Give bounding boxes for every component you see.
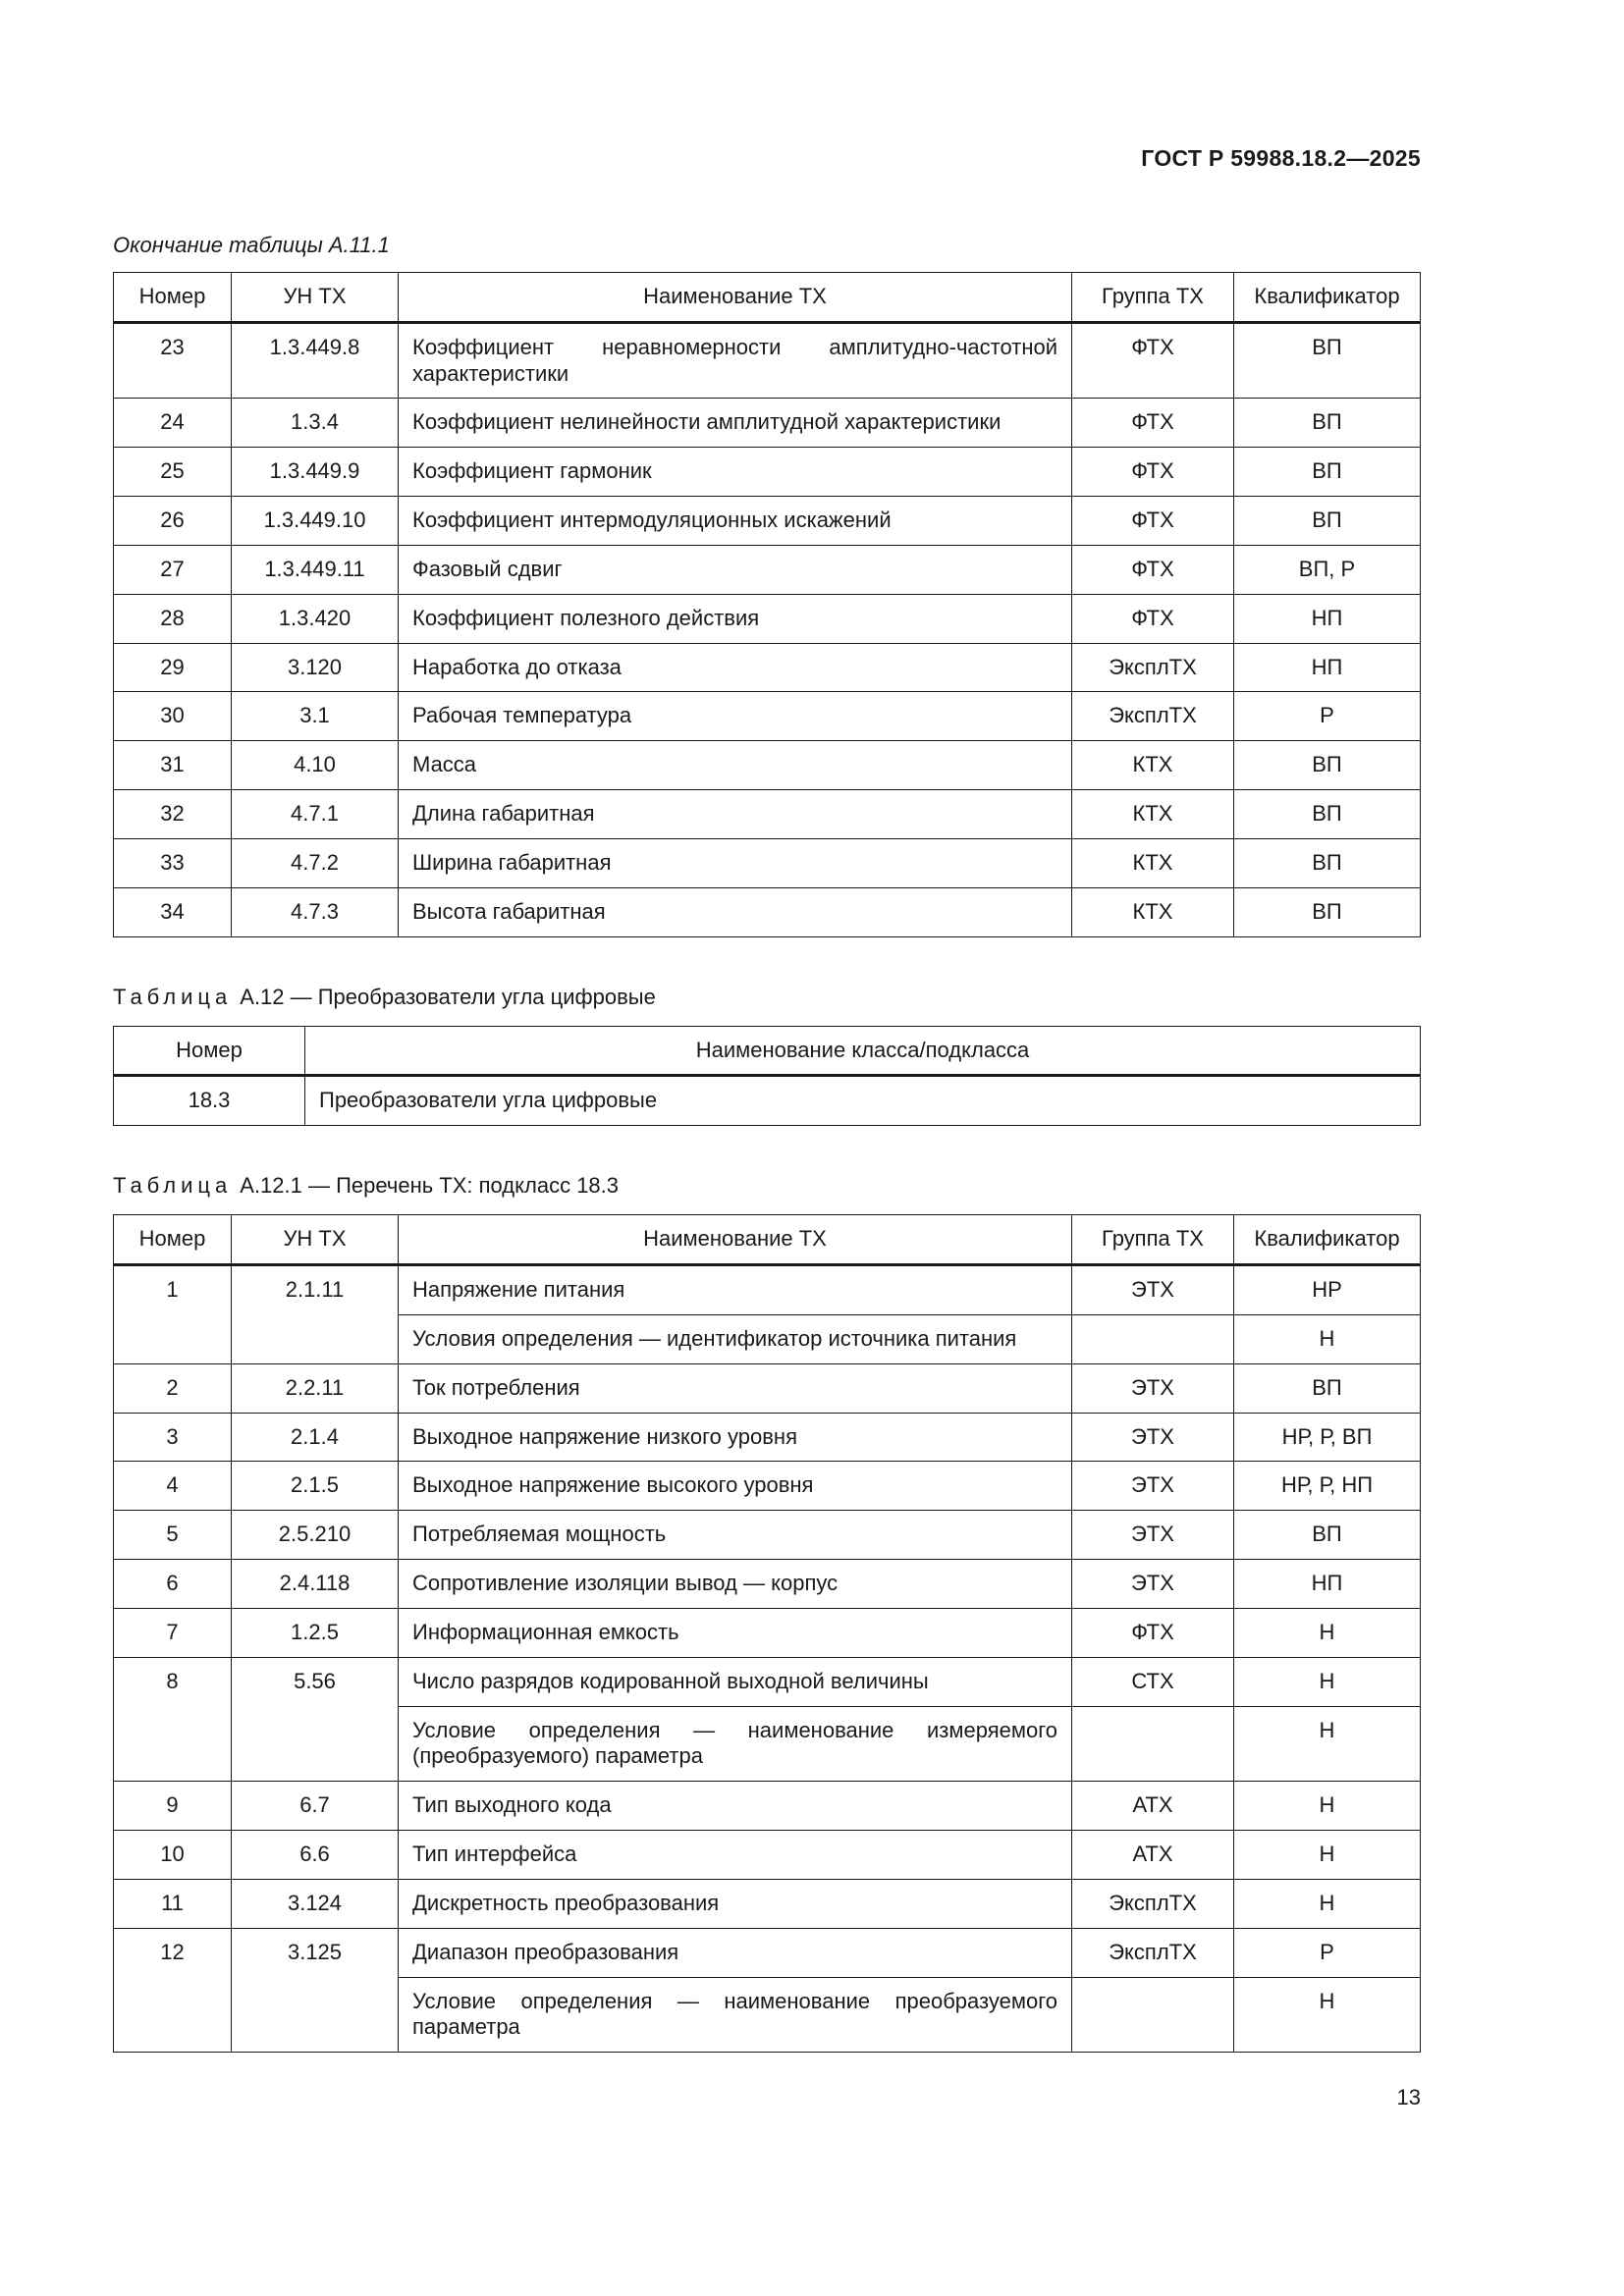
cell-un-tx: 2.4.118 [232,1560,399,1609]
cell-un-tx: 1.3.449.11 [232,545,399,594]
cell-qualifier: Н [1234,1314,1421,1363]
column-header-un-tx: УН ТХ [232,273,399,323]
table-row [114,790,1421,839]
cell-group: ФТХ [1072,399,1234,448]
cell-qualifier: ВП [1234,887,1421,936]
cell-number: 8 [114,1657,232,1781]
cell-qualifier: ВП [1234,790,1421,839]
cell-un-tx: 1.3.449.9 [232,448,399,497]
cell-tx-name: Условия определения — идентификатор источника питания [399,1314,1072,1363]
cell-group: ЭТХ [1072,1511,1234,1560]
cell-number: 27 [114,545,232,594]
cell-tx-name: Коэффициент гармоник [399,448,1072,497]
table-row [114,741,1421,790]
table-row [114,838,1421,887]
cell-group: ЭТХ [1072,1462,1234,1511]
cell-tx-name: Число разрядов кодированной выходной величины [399,1657,1072,1706]
cell-tx-name: Наработка до отказа [399,643,1072,692]
cell-group: СТХ [1072,1657,1234,1706]
cell-group: ФТХ [1072,497,1234,546]
cell-group: КТХ [1072,887,1234,936]
table-row [114,448,1421,497]
cell-number: 34 [114,887,232,936]
column-header-number: Номер [114,273,232,323]
column-header-qualifier: Квалификатор [1234,273,1421,323]
cell-tx-name: Коэффициент интермодуляционных искажений [399,497,1072,546]
cell-un-tx: 2.1.11 [232,1265,399,1364]
cell-qualifier: НП [1234,594,1421,643]
column-header-number: Номер [114,1215,232,1265]
table-a12 [113,1026,1421,1127]
cell-qualifier: ВП [1234,838,1421,887]
cell-tx-name: Тип интерфейса [399,1831,1072,1880]
table-row [114,594,1421,643]
cell-qualifier: НР, Р, ВП [1234,1413,1421,1462]
table-row [114,497,1421,546]
cell-tx-name: Коэффициент неравномерности амплитудно-частотной характеристики [399,322,1072,399]
cell-un-tx: 2.1.5 [232,1462,399,1511]
cell-tx-name: Напряжение питания [399,1265,1072,1315]
table-continuation-caption: Окончание таблицы А.11.1 [113,233,390,257]
cell-number: 1 [114,1265,232,1364]
cell-tx-name: Условие определения — наименование преобразуемого параметра [399,1977,1072,2053]
table-header-row [114,1026,1421,1076]
cell-qualifier: Н [1234,1608,1421,1657]
cell-un-tx: 1.3.4 [232,399,399,448]
cell-qualifier: Н [1234,1977,1421,2053]
cell-number: 12 [114,1928,232,2052]
cell-qualifier: ВП [1234,448,1421,497]
cell-un-tx: 2.2.11 [232,1363,399,1413]
cell-group: ФТХ [1072,1608,1234,1657]
cell-number: 6 [114,1560,232,1609]
cell-group: КТХ [1072,838,1234,887]
cell-number: 33 [114,838,232,887]
table-row [114,322,1421,399]
table-a12-1-caption [113,1173,1421,1199]
cell-tx-name: Тип выходного кода [399,1782,1072,1831]
cell-group: ЭксплТХ [1072,692,1234,741]
cell-number: 25 [114,448,232,497]
table-a11-1 [113,272,1421,937]
cell-class-name: Преобразователи угла цифровые [305,1076,1421,1126]
table-row [114,887,1421,936]
page-number: 13 [1396,2085,1421,2109]
table-row [114,1560,1421,1609]
cell-qualifier: ВП [1234,399,1421,448]
cell-qualifier: НР [1234,1265,1421,1315]
cell-number: 3 [114,1413,232,1462]
cell-un-tx: 4.7.1 [232,790,399,839]
cell-un-tx: 1.3.449.10 [232,497,399,546]
column-header-un-tx: УН ТХ [232,1215,399,1265]
cell-qualifier: ВП [1234,741,1421,790]
cell-qualifier: Н [1234,1657,1421,1706]
cell-qualifier: Н [1234,1831,1421,1880]
cell-qualifier: ВП [1234,322,1421,399]
cell-group [1072,1706,1234,1782]
cell-un-tx: 3.1 [232,692,399,741]
cell-number: 28 [114,594,232,643]
page-content [113,145,1421,2053]
table-row [114,1879,1421,1928]
cell-un-tx: 4.7.3 [232,887,399,936]
cell-qualifier: Р [1234,1928,1421,1977]
cell-group: ФТХ [1072,594,1234,643]
cell-group: АТХ [1072,1831,1234,1880]
cell-qualifier: Н [1234,1782,1421,1831]
cell-un-tx: 3.120 [232,643,399,692]
cell-group: ЭТХ [1072,1265,1234,1315]
cell-group: ЭксплТХ [1072,643,1234,692]
table-row [114,1413,1421,1462]
cell-un-tx: 5.56 [232,1657,399,1781]
cell-un-tx: 4.7.2 [232,838,399,887]
cell-un-tx: 2.5.210 [232,1511,399,1560]
cell-number: 2 [114,1363,232,1413]
cell-tx-name: Условие определения — наименование измеряемого (преобразуемого) параметра [399,1706,1072,1782]
cell-qualifier: Н [1234,1706,1421,1782]
cell-un-tx: 1.3.420 [232,594,399,643]
cell-number: 30 [114,692,232,741]
table-row [114,1363,1421,1413]
cell-number: 10 [114,1831,232,1880]
cell-group: ЭТХ [1072,1413,1234,1462]
column-header-class-name: Наименование класса/подкласса [305,1026,1421,1076]
cell-tx-name: Информационная емкость [399,1608,1072,1657]
cell-number: 24 [114,399,232,448]
table-header-row [114,273,1421,323]
cell-number: 32 [114,790,232,839]
caption-text: А.12 — Преобразователи угла цифровые [240,984,656,1009]
cell-tx-name: Диапазон преобразования [399,1928,1072,1977]
column-header-group: Группа ТХ [1072,273,1234,323]
column-header-tx-name: Наименование ТХ [399,273,1072,323]
cell-group: АТХ [1072,1782,1234,1831]
cell-tx-name: Высота габаритная [399,887,1072,936]
table-row [114,1462,1421,1511]
cell-tx-name: Дискретность преобразования [399,1879,1072,1928]
cell-number: 4 [114,1462,232,1511]
cell-number: 9 [114,1782,232,1831]
cell-number: 31 [114,741,232,790]
cell-tx-name: Выходное напряжение высокого уровня [399,1462,1072,1511]
cell-group: ФТХ [1072,545,1234,594]
table-row [114,1511,1421,1560]
cell-un-tx: 1.2.5 [232,1608,399,1657]
cell-group: ЭТХ [1072,1560,1234,1609]
cell-group: ФТХ [1072,448,1234,497]
table-row [114,1265,1421,1315]
cell-tx-name: Ширина габаритная [399,838,1072,887]
cell-qualifier: ВП, Р [1234,545,1421,594]
cell-group: КТХ [1072,741,1234,790]
cell-qualifier: НР, Р, НП [1234,1462,1421,1511]
cell-number: 7 [114,1608,232,1657]
cell-number: 26 [114,497,232,546]
cell-qualifier: Р [1234,692,1421,741]
table-row [114,643,1421,692]
cell-qualifier: Н [1234,1879,1421,1928]
cell-group [1072,1977,1234,2053]
table-row [114,692,1421,741]
cell-qualifier: НП [1234,643,1421,692]
cell-tx-name: Сопротивление изоляции вывод — корпус [399,1560,1072,1609]
cell-un-tx: 3.124 [232,1879,399,1928]
cell-un-tx: 6.7 [232,1782,399,1831]
cell-tx-name: Коэффициент полезного действия [399,594,1072,643]
cell-tx-name: Ток потребления [399,1363,1072,1413]
cell-tx-name: Длина габаритная [399,790,1072,839]
caption-text: А.12.1 — Перечень ТХ: подкласс 18.3 [240,1173,620,1199]
cell-group: ЭТХ [1072,1363,1234,1413]
cell-un-tx: 4.10 [232,741,399,790]
cell-qualifier: НП [1234,1560,1421,1609]
cell-qualifier: ВП [1234,1511,1421,1560]
cell-un-tx: 2.1.4 [232,1413,399,1462]
cell-number: 23 [114,322,232,399]
table-row [114,1782,1421,1831]
table-row [114,399,1421,448]
cell-tx-name: Выходное напряжение низкого уровня [399,1413,1072,1462]
column-header-tx-name: Наименование ТХ [399,1215,1072,1265]
cell-number: 11 [114,1879,232,1928]
cell-number: 5 [114,1511,232,1560]
cell-tx-name: Фазовый сдвиг [399,545,1072,594]
cell-tx-name: Потребляемая мощность [399,1511,1072,1560]
column-header-number: Номер [114,1026,305,1076]
table-row [114,1831,1421,1880]
cell-number: 18.3 [114,1076,305,1126]
cell-qualifier: ВП [1234,497,1421,546]
table-row [114,1928,1421,1977]
table-a12-caption [113,985,1421,1010]
document-code: ГОСТ Р 59988.18.2—2025 [1141,145,1421,171]
cell-un-tx: 3.125 [232,1928,399,2052]
cell-group: КТХ [1072,790,1234,839]
cell-group [1072,1314,1234,1363]
cell-tx-name: Коэффициент нелинейности амплитудной характеристики [399,399,1072,448]
caption-label: Таблица [113,984,233,1009]
cell-qualifier: ВП [1234,1363,1421,1413]
column-header-group: Группа ТХ [1072,1215,1234,1265]
table-row [114,1657,1421,1706]
table-row [114,1076,1421,1126]
cell-un-tx: 6.6 [232,1831,399,1880]
table-a12-1 [113,1214,1421,2053]
column-header-qualifier: Квалификатор [1234,1215,1421,1265]
cell-group: ФТХ [1072,322,1234,399]
cell-tx-name: Масса [399,741,1072,790]
table-row [114,1608,1421,1657]
caption-label: Таблица [113,1173,233,1199]
cell-group: ЭксплТХ [1072,1928,1234,1977]
table-row [114,545,1421,594]
table-header-row [114,1215,1421,1265]
cell-tx-name: Рабочая температура [399,692,1072,741]
cell-un-tx: 1.3.449.8 [232,322,399,399]
cell-number: 29 [114,643,232,692]
cell-group: ЭксплТХ [1072,1879,1234,1928]
